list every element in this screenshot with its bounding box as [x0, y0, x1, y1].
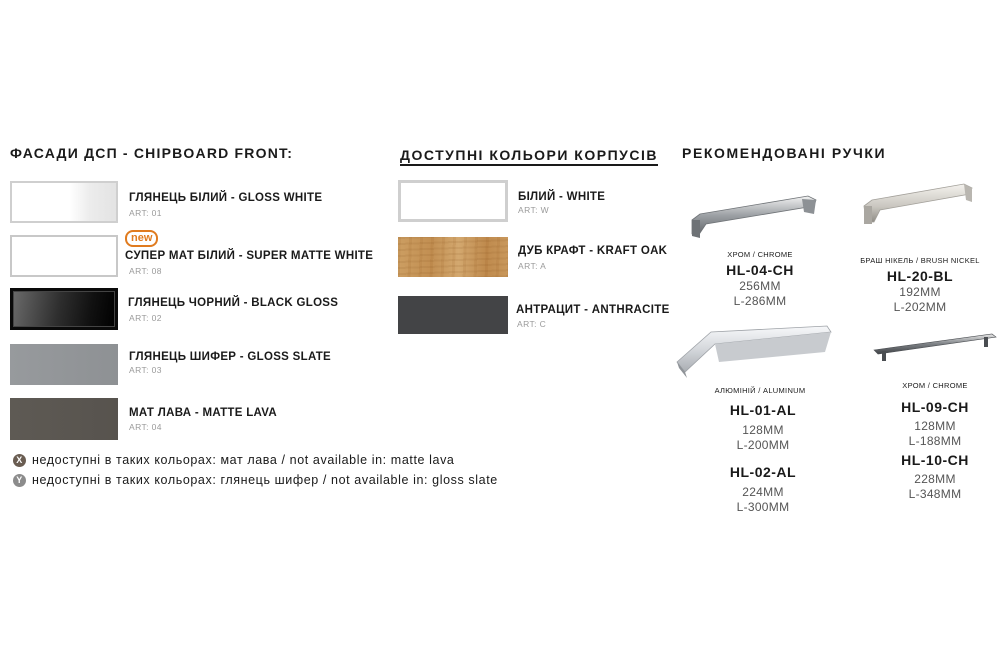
handle-hl09-dim-1: 128MM [914, 419, 956, 433]
handle-hl09-image [872, 330, 998, 364]
front-name-gloss-white: ГЛЯНЕЦЬ БІЛИЙ - GLOSS WHITE [129, 192, 323, 204]
marker-y-icon: Y [13, 474, 26, 487]
marker-x-icon: X [13, 454, 26, 467]
handle-hl04-dim-1: 256MM [739, 279, 781, 293]
handle-hl10-code: HL-10-CH [901, 452, 969, 468]
new-badge: new [125, 230, 158, 247]
handle-hl04-finish: ХРОМ / CHROME [727, 250, 793, 259]
note-y-text: недоступні в таких кольорах: глянець шифер / not available in: gloss slate [32, 473, 498, 487]
handle-hl01-code: HL-01-AL [729, 402, 797, 418]
handle-hl09-code: HL-09-CH [901, 399, 969, 415]
handle-hl20-dim-2: L-202MM [893, 300, 947, 314]
handle-hl04-dim-2: L-286MM [733, 294, 787, 308]
front-name-matte-lava: МАТ ЛАВА - MATTE LAVA [129, 407, 278, 419]
carcass-art-white: ART: W [518, 205, 550, 215]
front-name-black-gloss: ГЛЯНЕЦЬ ЧОРНИЙ - BLACK GLOSS [128, 297, 339, 309]
carcass-name-kraft-oak: ДУБ КРАФТ - KRAFT OAK [518, 245, 668, 257]
handle-hl02-dim-2: L-300MM [736, 500, 790, 514]
swatch-gloss-slate [10, 344, 118, 385]
swatch-carcass-white [398, 180, 508, 222]
swatch-black-gloss [10, 288, 118, 330]
swatch-kraft-oak [398, 237, 508, 277]
handle-hl04-code: HL-04-CH [726, 262, 794, 278]
front-art-super-matte-white: ART: 08 [129, 266, 162, 276]
carcass-name-white: БІЛИЙ - WHITE [518, 191, 606, 203]
swatch-gloss-white [10, 181, 118, 223]
handle-hl02-code: HL-02-AL [729, 464, 797, 480]
handle-hl01-dim-1: 128MM [742, 423, 784, 437]
handle-hl01-finish: АЛЮМІНІЙ / ALUMINUM [714, 386, 806, 395]
front-art-gloss-slate: ART: 03 [129, 365, 162, 375]
note-x [13, 453, 454, 467]
front-name-super-matte-white: СУПЕР МАТ БІЛИЙ - SUPER MATTE WHITE [125, 250, 374, 262]
handle-hl01-image [675, 322, 835, 382]
swatch-matte-lava [10, 398, 118, 440]
swatch-super-matte-white [10, 235, 118, 277]
handle-hl20-image [860, 180, 980, 240]
note-y [13, 473, 498, 487]
handle-hl20-finish: БРАШ НІКЕЛЬ / BRUSH NICKEL [860, 256, 980, 265]
handle-hl02-dim-1: 224MM [742, 485, 784, 499]
front-art-gloss-white: ART: 01 [129, 208, 162, 218]
swatch-anthracite [398, 296, 508, 334]
handle-hl04-image [690, 190, 820, 250]
note-x-text: недоступні в таких кольорах: мат лава / not available in: matte lava [32, 453, 455, 467]
handle-hl20-dim-1: 192MM [899, 285, 941, 299]
handles-heading: РЕКОМЕНДОВАНІ РУЧКИ [682, 145, 887, 161]
front-name-gloss-slate: ГЛЯНЕЦЬ ШИФЕР - GLOSS SLATE [129, 351, 331, 363]
handle-hl09-finish: ХРОМ / CHROME [902, 381, 968, 390]
carcass-art-kraft-oak: ART: A [518, 261, 547, 271]
carcass-heading: ДОСТУПНІ КОЛЬОРИ КОРПУСІВ [400, 147, 658, 166]
handle-hl09-dim-2: L-188MM [908, 434, 962, 448]
fronts-heading: ФАСАДИ ДСП - CHIPBOARD FRONT: [10, 145, 294, 161]
carcass-name-anthracite: АНТРАЦИТ - ANTHRACITE [516, 304, 670, 316]
handle-hl10-dim-2: L-348MM [908, 487, 962, 501]
front-art-matte-lava: ART: 04 [129, 422, 162, 432]
handle-hl20-code: HL-20-BL [886, 268, 954, 284]
carcass-art-anthracite: ART: C [517, 319, 547, 329]
handle-hl10-dim-1: 228MM [914, 472, 956, 486]
front-art-black-gloss: ART: 02 [129, 313, 162, 323]
handle-hl01-dim-2: L-200MM [736, 438, 790, 452]
